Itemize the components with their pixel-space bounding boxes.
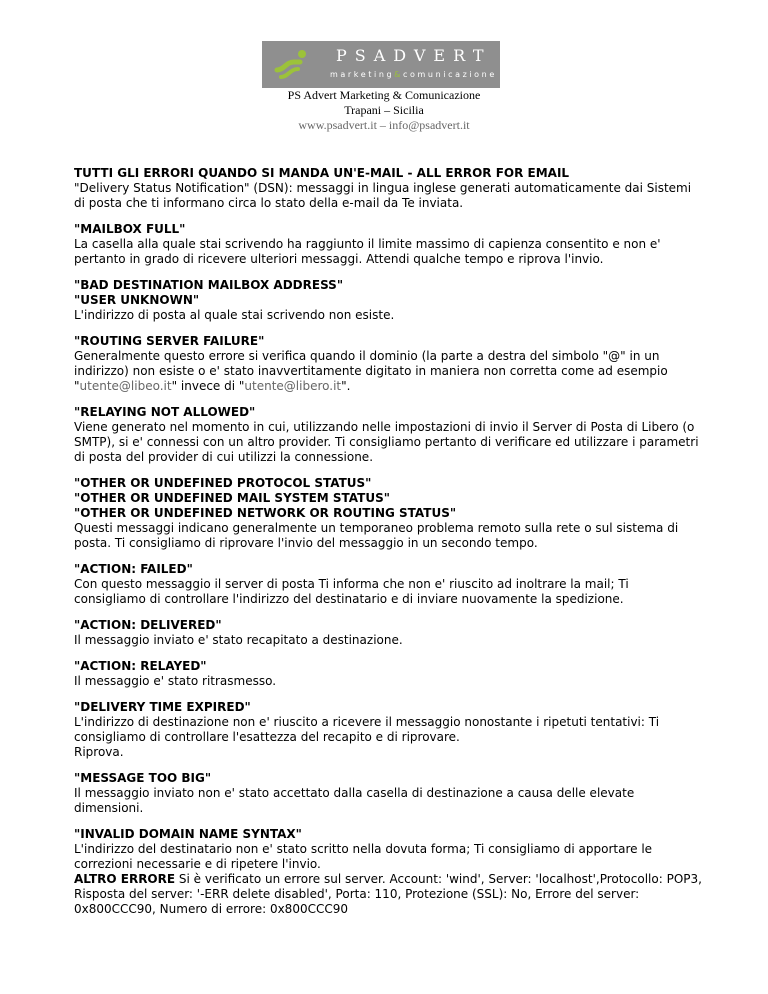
section-heading: "MESSAGE TOO BIG" xyxy=(74,771,212,785)
section-mailbox-full xyxy=(74,222,704,267)
section-heading: "OTHER OR UNDEFINED PROTOCOL STATUS" xyxy=(74,476,372,490)
logo-tagline-a: marketing xyxy=(330,70,395,79)
company-name: PS Advert Marketing & Comunicazione xyxy=(287,88,481,102)
section-heading: "ACTION: RELAYED" xyxy=(74,659,207,673)
section-text: Il messaggio inviato e' stato recapitato a destinazione. xyxy=(74,633,403,647)
letterhead xyxy=(0,88,768,133)
company-city: Trapani – Sicilia xyxy=(344,103,424,117)
section-action-failed xyxy=(74,562,704,607)
section-invalid-domain xyxy=(74,827,704,917)
section-text: Il messaggio e' stato ritrasmesso. xyxy=(74,674,277,688)
intro-section xyxy=(74,166,704,211)
section-heading: "MAILBOX FULL" xyxy=(74,222,186,236)
section-bad-destination xyxy=(74,278,704,323)
company-logo xyxy=(262,41,500,88)
logo-tagline xyxy=(330,70,498,79)
section-heading: "RELAYING NOT ALLOWED" xyxy=(74,405,256,419)
section-text: " invece di " xyxy=(171,379,245,393)
other-error-label: ALTRO ERRORE xyxy=(74,872,176,886)
section-heading: "ROUTING SERVER FAILURE" xyxy=(74,334,265,348)
section-heading: "ACTION: DELIVERED" xyxy=(74,618,222,632)
section-message-too-big xyxy=(74,771,704,816)
section-other-status xyxy=(74,476,704,551)
section-heading: "USER UNKNOWN" xyxy=(74,293,200,307)
section-heading: "OTHER OR UNDEFINED NETWORK OR ROUTING STATUS" xyxy=(74,506,457,520)
logo-brand: PSADVERT xyxy=(336,46,492,65)
other-error-text: Si è verificato un errore sul server. Account: 'wind', Server: 'localhost',Protocollo: POP3, Risposta del server: '-ERR delete disabled', Porta: 110, Protezione (SSL): No, Errore del server: 0x800CCC90, Numero di errore: 0x800CCC90 xyxy=(74,872,702,916)
section-action-delivered xyxy=(74,618,704,648)
section-heading: "BAD DESTINATION MAILBOX ADDRESS" xyxy=(74,278,344,292)
section-relaying xyxy=(74,405,704,465)
section-text: ". xyxy=(341,379,351,393)
section-delivery-expired xyxy=(74,700,704,760)
section-heading: "ACTION: FAILED" xyxy=(74,562,193,576)
section-text: La casella alla quale stai scrivendo ha raggiunto il limite massimo di capienza consentito e non e' pertanto in grado di ricevere ulteriori messaggi. Attendi qualche tempo e riprova l'invio. xyxy=(74,237,661,266)
example-wrong-address: utente@libeo.it xyxy=(79,379,172,393)
section-heading: "DELIVERY TIME EXPIRED" xyxy=(74,700,251,714)
section-text: Questi messaggi indicano generalmente un temporaneo problema remoto sulla rete o sul sistema di posta. Ti consigliamo di riprovare l'invio del messaggio in un secondo tempo. xyxy=(74,521,679,550)
section-text: L'indirizzo di posta al quale stai scrivendo non esiste. xyxy=(74,308,395,322)
section-routing-failure xyxy=(74,334,704,394)
section-heading: "INVALID DOMAIN NAME SYNTAX" xyxy=(74,827,302,841)
intro-text: "Delivery Status Notification" (DSN): messaggi in lingua inglese generati automaticamente dai Sistemi di posta che ti informano circa lo stato della e-mail da Te inviata. xyxy=(74,181,692,210)
section-text: Riprova. xyxy=(74,745,124,759)
section-text: Il messaggio inviato non e' stato accettato dalla casella di destinazione a causa delle elevate dimensioni. xyxy=(74,786,635,815)
logo-tagline-b: comunicazione xyxy=(403,70,497,79)
section-text: Con questo messaggio il server di posta Ti informa che non e' riuscito ad inoltrare la mail; Ti consigliamo di controllare l'indirizzo del destinatario e di inviare nuovamente la spedizione. xyxy=(74,577,629,606)
document-title: TUTTI GLI ERRORI QUANDO SI MANDA UN'E-MAIL - ALL ERROR FOR EMAIL xyxy=(74,166,570,180)
logo-mark-icon xyxy=(274,48,308,82)
section-text: L'indirizzo di destinazione non e' riuscito a ricevere il messaggio nonostante i ripetuti tentativi: Ti consigliamo di controllare l'esattezza del recapito e di riprovare. xyxy=(74,715,660,744)
logo-tagline-amp: & xyxy=(394,70,404,79)
section-action-relayed xyxy=(74,659,704,689)
section-text: L'indirizzo del destinatario non e' stato scritto nella dovuta forma; Ti consigliamo di apportare le correzioni necessarie e di ripetere l'invio. xyxy=(74,842,653,871)
example-correct-address: utente@libero.it xyxy=(244,379,342,393)
company-contacts: www.psadvert.it – info@psadvert.it xyxy=(298,118,470,132)
document-body xyxy=(74,166,704,928)
section-text: Generalmente questo errore si verifica quando il dominio (la parte a destra del simbolo "@" in un indirizzo) non esiste o e' stato inavvertitamente digitato in maniera non corretta come ad esempio " xyxy=(74,349,668,393)
section-text: Viene generato nel momento in cui, utilizzando nelle impostazioni di invio il Server di Posta di Libero (o SMTP), si e' connessi con un altro provider. Ti consigliamo pertanto di verificare ed utilizzare i parametri di posta del provider di cui utilizzi la connessione. xyxy=(74,420,699,464)
section-heading: "OTHER OR UNDEFINED MAIL SYSTEM STATUS" xyxy=(74,491,390,505)
